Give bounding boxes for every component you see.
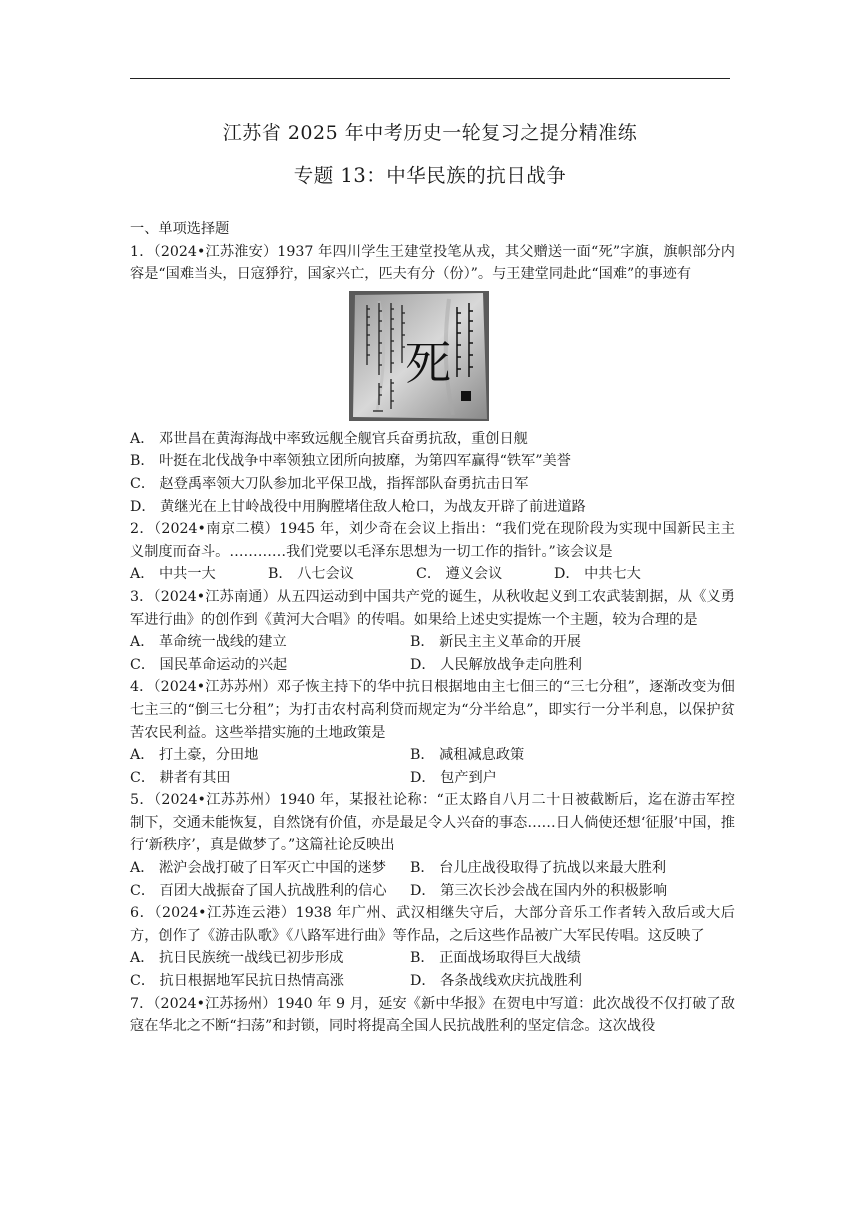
q3-option-b[interactable]: B． 新民主主义革命的开展: [410, 634, 581, 651]
q1-option-a[interactable]: A． 邓世昌在黄海海战中率致远舰全舰官兵奋勇抗敌，重创日舰: [130, 430, 528, 447]
q5-option-b[interactable]: B． 台儿庄战役取得了抗战以来最大胜利: [410, 860, 667, 877]
q2-option-b[interactable]: B． 八七会议: [268, 566, 354, 583]
question-6: 6．（2024•江苏连云港）1938 年广州、武汉相继失守后，大部分音乐工作者转入敌后或大后方，创作了《游击队歌》《八路军进行曲》等作品，之后这些作品被广大军民传唱。这反映了: [130, 905, 735, 944]
q1-option-c[interactable]: C． 赵登禹率领大刀队参加北平保卫战，指挥部队奋勇抗击日军: [130, 475, 529, 492]
q6-option-c[interactable]: C． 抗日根据地军民抗日热情高涨: [130, 973, 344, 990]
q4-options-row-1: [130, 744, 735, 767]
q4-option-d[interactable]: D． 包产到户: [410, 769, 497, 786]
q3-option-d[interactable]: D． 人民解放战争走向胜利: [410, 656, 582, 673]
q3-options-row-2: [130, 654, 735, 677]
q4-option-a[interactable]: A． 打土豪，分田地: [130, 747, 259, 764]
q6-option-a[interactable]: A． 抗日民族统一战线已初步形成: [130, 950, 344, 967]
q6-options-row-2: [130, 970, 735, 993]
q6-options-row-1: [130, 947, 735, 970]
q4-option-c[interactable]: C． 耕者有其田: [130, 769, 231, 786]
top-rule: [130, 78, 730, 79]
q6-option-d[interactable]: D． 各条战线欢庆抗战胜利: [410, 973, 582, 990]
question-7: 7．（2024•江苏扬州）1940 年 9 月，延安《新中华报》在贺电中写道：此次战役不仅打破了敌寇在华北之不断“扫荡”和封锁，同时将提高全国人民抗战胜利的坚定信念。这次战役: [130, 995, 735, 1035]
q6-option-b[interactable]: B． 正面战场取得巨大战绩: [410, 950, 581, 967]
q2-option-c[interactable]: C． 遵义会议: [416, 566, 503, 583]
q3-option-a[interactable]: A． 革命统一战线的建立: [130, 634, 287, 651]
q4-options-row-2: [130, 767, 735, 790]
section-heading: 一、单项选择题: [130, 221, 230, 237]
q4-option-b[interactable]: B． 减租减息政策: [410, 747, 525, 764]
page-subtitle: 专题 13：中华民族的抗日战争: [293, 164, 567, 187]
question-1: 1．（2024•江苏淮安）1937 年四川学生王建堂投笔从戎，其父赠送一面“死”字旗，旗帜部分内容是“国难当头，日寇猙狞，国家兴亡，匹夫有分（份）”。与王建堂同赴此“国难”的事迹有: [130, 243, 735, 283]
q1-option-b[interactable]: B． 叶挺在北伐战争中率领独立团所向披靡，为第四军赢得“铁军”美誉: [130, 453, 571, 470]
question-3: 3．（2024•江苏南通）从五四运动到中国共产党的诞生，从秋收起义到工农武装割据，从《义勇军进行曲》的创作到《黄河大合唱》的传唱。如果给上述史实提炼一个主题，较为合理的是: [130, 588, 735, 628]
question-4: 4．（2024•江苏苏州）邓子恢主持下的华中抗日根据地由主七佃三的“三七分租”，逐渐改变为佃七主三的“倒三七分租”；为打击农村高利贷而规定为“分半给息”，即实行一分半利息，以保护贫苦农民利益。这些举措实施的土地政策是: [130, 679, 735, 741]
q3-options-row-1: [130, 631, 735, 654]
q5-options-row-1: [130, 857, 735, 880]
q5-option-a[interactable]: A． 淞沪会战打破了日军灭亡中国的迷梦: [130, 860, 386, 877]
figure-container: [130, 291, 735, 425]
flag-character: 死: [405, 335, 451, 390]
question-5: 5．（2024•江苏苏州）1940 年，某报社论称：“正太路自八月二十日被截断后，迄在游击军控制下，交通未能恢复，自然饶有价值，亦是最足令人兴奋的事态……日人倘使还想‘征服’中国，推行‘新秩序’，真是做梦了。”这篇社论反映出: [130, 792, 735, 854]
page-title: 江苏省 2025 年中考历史一轮复习之提分精准练: [222, 122, 638, 144]
question-2: 2．（2024•南京二模）1945 年，刘少奇在会议上指出：“我们党在现阶段为实现中国新民主主义制度而奋斗。…………我们党要以毛泽东思想为一切工作的指针。”该会议是: [130, 521, 735, 560]
q3-option-c[interactable]: C． 国民革命运动的兴起: [130, 656, 288, 673]
q5-option-c[interactable]: C． 百团大战振奋了国人抗战胜利的信心: [130, 882, 387, 899]
death-flag-image: [349, 291, 489, 421]
document-body: [130, 218, 735, 1038]
q2-option-a[interactable]: A． 中共一大: [130, 566, 216, 583]
q5-options-row-2: [130, 880, 735, 903]
q1-option-d[interactable]: D． 黄继光在上甘岭战役中用胸膛堵住敌人枪口，为战友开辟了前进道路: [130, 498, 586, 515]
q2-option-d[interactable]: D． 中共七大: [554, 566, 641, 583]
q5-option-d[interactable]: D． 第三次长沙会战在国内外的积极影响: [410, 882, 668, 899]
q2-options: [130, 563, 735, 586]
